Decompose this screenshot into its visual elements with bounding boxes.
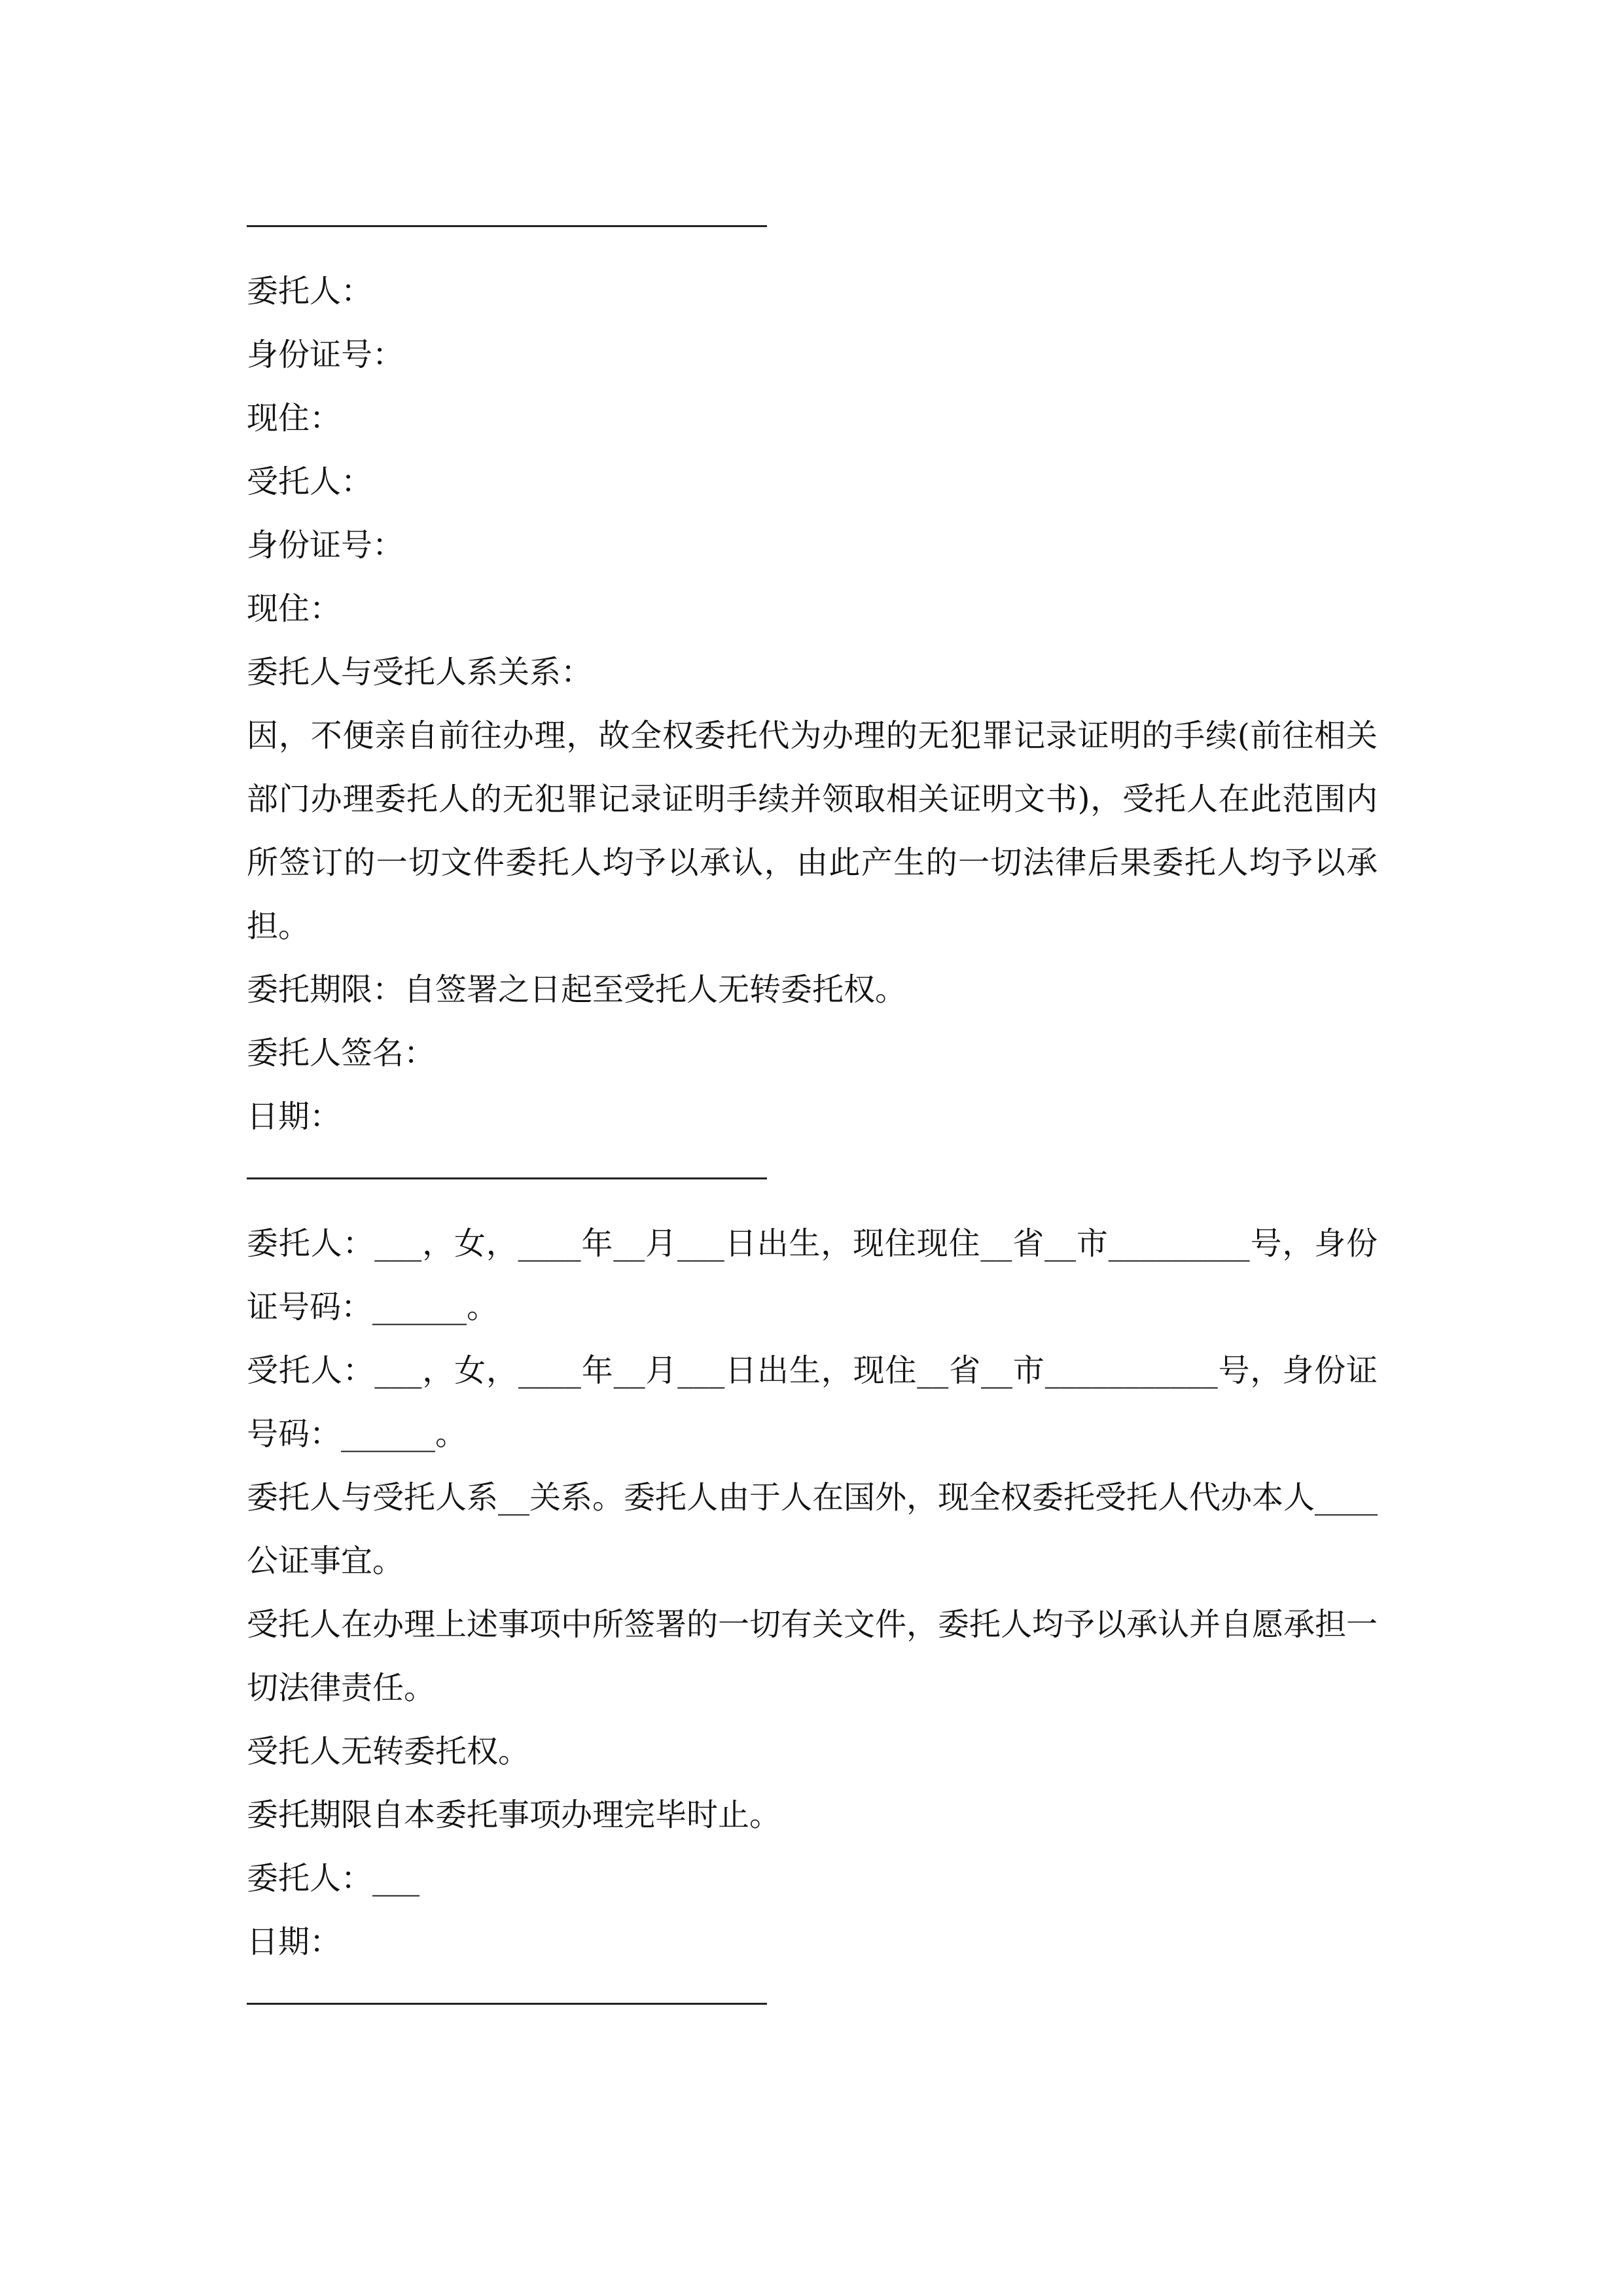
principal-label: 委托人： (247, 273, 373, 310)
agent-address-label: 现住： (247, 590, 342, 627)
agent-label: 受托人： (247, 463, 373, 500)
term-text: 委托期限自本委托事项办理完毕时止。 (247, 1797, 781, 1833)
document-page (247, 196, 1378, 2037)
signature-label: 委托人签名： (247, 1035, 436, 1071)
section-divider (247, 196, 1378, 260)
section-divider (247, 1149, 1378, 1212)
principal-id-label: 身份证号： (247, 336, 404, 373)
section-divider (247, 1974, 1378, 2037)
agent-details: 受托人：___，女，____年__月___日出生，现住__省__市___________号，身份证号码：______。 (247, 1352, 1378, 1452)
authorization-body: 因，不便亲自前往办理，故全权委托代为办理的无犯罪记录证明的手续(前往相关部门办理委托人的无犯罪记录证明手续并领取相关证明文书)，受托人在此范围内所签订的一切文件委托人均予以承认，由此产生的一切法律后果委托人均予以承担。 (247, 717, 1378, 944)
principal-address-label: 现住： (247, 400, 342, 437)
date-label: 日期： (247, 1924, 342, 1960)
relationship-label: 委托人与受托人系关系： (247, 654, 593, 691)
relationship-text: 委托人与受托人系__关系。委托人由于人在国外，现全权委托受托人代办本人____公证事宜。 (247, 1479, 1378, 1579)
date-label: 日期： (247, 1098, 342, 1135)
acknowledgement-text: 受托人在办理上述事项中所签署的一切有关文件，委托人均予以承认并自愿承担一切法律责任。 (247, 1606, 1378, 1706)
no-subdelegation-text: 受托人无转委托权。 (247, 1733, 530, 1770)
signature-label: 委托人：___ (247, 1860, 420, 1897)
principal-details: 委托人：___，女，____年__月___日出生，现住现住__省__市_________号，身份证号码：______。 (247, 1225, 1378, 1325)
term-text: 委托期限：自签署之日起至受托人无转委托权。 (247, 971, 907, 1008)
agent-id-label: 身份证号： (247, 527, 404, 564)
